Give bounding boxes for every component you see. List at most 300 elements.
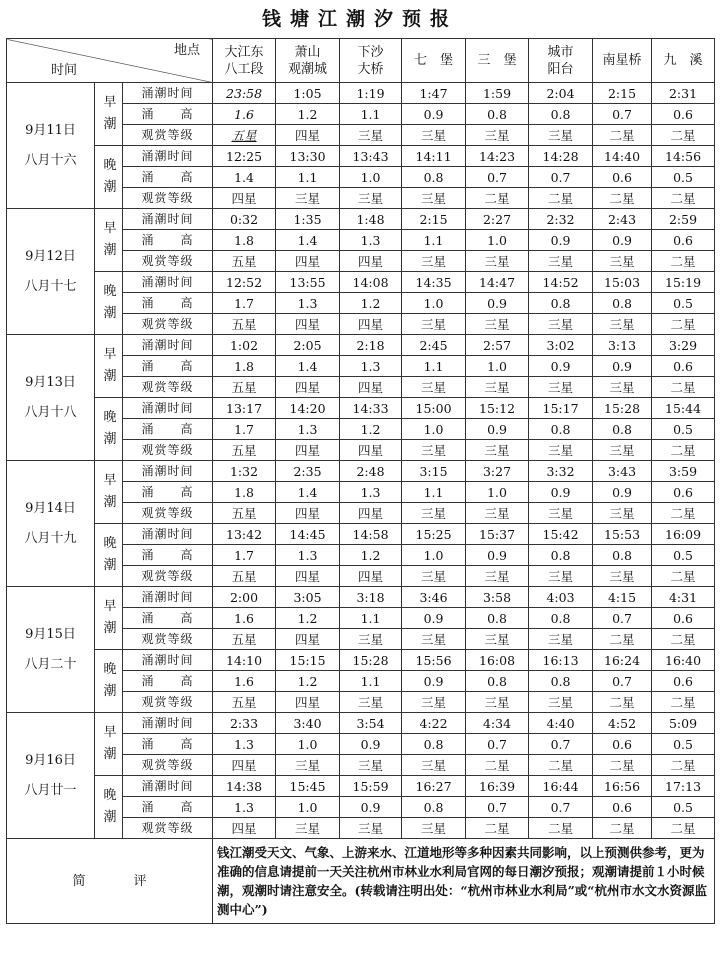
viewing-grade-cell: 二星 (593, 629, 652, 650)
tide-time-cell: 4:31 (652, 587, 715, 608)
tide-time-cell: 15:42 (529, 524, 593, 545)
viewing-grade-cell: 四星 (340, 314, 402, 335)
tide-time-cell: 3:05 (276, 587, 340, 608)
tide-height-cell: 1.1 (340, 671, 402, 692)
viewing-grade-cell: 二星 (652, 377, 715, 398)
tide-height-cell: 1.2 (340, 545, 402, 566)
tide-time-cell: 5:09 (652, 713, 715, 734)
tide-time-cell: 1:32 (213, 461, 276, 482)
tide-time-cell: 15:03 (593, 272, 652, 293)
tide-time-cell: 2:32 (529, 209, 593, 230)
tide-name: 晚潮 (103, 662, 117, 699)
viewing-grade-cell: 二星 (466, 188, 529, 209)
solar-date: 9月15日 (25, 626, 76, 642)
viewing-grade-cell: 三星 (402, 314, 466, 335)
viewing-grade-cell: 五星 (213, 314, 276, 335)
tide-height-cell: 0.8 (529, 419, 593, 440)
tide-height-cell: 0.6 (652, 104, 715, 125)
viewing-grade-cell: 三星 (466, 692, 529, 713)
tide-height-cell: 1.2 (276, 608, 340, 629)
tide-height-cell: 1.4 (276, 356, 340, 377)
tide-name: 晚潮 (103, 536, 117, 573)
viewing-grade-cell: 二星 (466, 818, 529, 839)
viewing-grade-cell: 三星 (340, 818, 402, 839)
viewing-grade-cell: 五星 (213, 377, 276, 398)
viewing-grade-cell: 五星 (213, 503, 276, 524)
tide-name: 早潮 (103, 473, 117, 510)
tide-height-cell: 1.0 (276, 734, 340, 755)
tide-height-cell: 1.7 (213, 419, 276, 440)
tide-time-cell: 15:56 (402, 650, 466, 671)
tide-time-cell: 2:33 (213, 713, 276, 734)
viewing-grade-cell: 四星 (276, 314, 340, 335)
table-row (7, 461, 715, 482)
viewing-grade-cell: 三星 (593, 566, 652, 587)
viewing-grade-cell: 四星 (276, 503, 340, 524)
table-row (7, 524, 715, 545)
viewing-grade-cell: 三星 (402, 251, 466, 272)
tide-time-cell: 15:37 (466, 524, 529, 545)
tide-height-cell: 0.8 (529, 545, 593, 566)
tide-height-cell: 1.0 (466, 356, 529, 377)
row-label: 涌 高 (123, 167, 213, 188)
tide-time-cell: 14:33 (340, 398, 402, 419)
table-row (7, 272, 715, 293)
row-label: 涌 高 (123, 293, 213, 314)
row-label: 涌潮时间 (123, 776, 213, 797)
viewing-grade-cell: 三星 (340, 755, 402, 776)
tide-time-cell: 15:44 (652, 398, 715, 419)
viewing-grade-cell: 二星 (529, 188, 593, 209)
location-header: 九 溪 (652, 39, 715, 83)
table-row (7, 146, 715, 167)
table-row (7, 713, 715, 734)
viewing-grade-cell: 四星 (276, 377, 340, 398)
tide-time-cell: 2:59 (652, 209, 715, 230)
tide-height-cell: 1.4 (276, 230, 340, 251)
tide-height-cell: 0.5 (652, 293, 715, 314)
tide-time-cell: 3:27 (466, 461, 529, 482)
location-header: 下沙 大桥 (340, 39, 402, 83)
tide-time-cell: 14:35 (402, 272, 466, 293)
tide-name-cell (95, 398, 123, 461)
tide-height-cell: 0.7 (593, 608, 652, 629)
viewing-grade-cell: 三星 (276, 188, 340, 209)
tide-time-cell: 2:18 (340, 335, 402, 356)
tide-height-cell: 1.4 (276, 482, 340, 503)
tide-time-cell: 12:52 (213, 272, 276, 293)
tide-height-cell: 0.6 (652, 482, 715, 503)
tide-height-cell: 1.4 (213, 167, 276, 188)
tide-name: 早潮 (103, 599, 117, 636)
header-row (7, 39, 715, 83)
tide-height-cell: 1.8 (213, 482, 276, 503)
tide-time-cell: 13:55 (276, 272, 340, 293)
viewing-grade-cell: 五星 (213, 440, 276, 461)
table-row (7, 83, 715, 104)
tide-time-cell: 16:56 (593, 776, 652, 797)
tide-time-cell: 15:25 (402, 524, 466, 545)
tide-height-cell: 0.7 (593, 104, 652, 125)
row-label: 涌 高 (123, 419, 213, 440)
tide-height-cell: 0.5 (652, 419, 715, 440)
tide-height-cell: 0.9 (340, 734, 402, 755)
lunar-date: 八月十九 (24, 530, 77, 546)
viewing-grade-cell: 三星 (466, 314, 529, 335)
tide-height-cell: 0.7 (466, 167, 529, 188)
tide-height-cell: 1.0 (402, 545, 466, 566)
corner-location-label: 地点 (174, 43, 201, 58)
viewing-grade-cell: 四星 (276, 251, 340, 272)
viewing-grade-cell: 四星 (340, 503, 402, 524)
tide-time-cell: 2:15 (593, 83, 652, 104)
row-label: 观赏等级 (123, 503, 213, 524)
viewing-grade-cell: 二星 (652, 755, 715, 776)
viewing-grade-cell: 三星 (402, 188, 466, 209)
tide-time-cell: 1:35 (276, 209, 340, 230)
tide-height-cell: 0.8 (529, 104, 593, 125)
tide-height-cell: 0.8 (593, 419, 652, 440)
viewing-grade-cell: 二星 (593, 818, 652, 839)
viewing-grade-cell: 二星 (652, 818, 715, 839)
tide-time-cell: 3:13 (593, 335, 652, 356)
tide-time-cell: 2:57 (466, 335, 529, 356)
tide-height-cell: 1.6 (213, 671, 276, 692)
viewing-grade-cell: 四星 (340, 251, 402, 272)
table-row (7, 650, 715, 671)
tide-time-cell: 15:17 (529, 398, 593, 419)
location-header: 城市 阳台 (529, 39, 593, 83)
tide-name: 早潮 (103, 725, 117, 762)
viewing-grade-cell: 三星 (593, 503, 652, 524)
row-label: 涌潮时间 (123, 398, 213, 419)
tide-height-cell: 0.7 (466, 797, 529, 818)
tide-time-cell: 1:02 (213, 335, 276, 356)
tide-name: 晚潮 (103, 284, 117, 321)
corner-time-label: 时间 (51, 63, 78, 78)
tide-time-cell: 13:42 (213, 524, 276, 545)
tide-time-cell: 14:52 (529, 272, 593, 293)
tide-height-cell: 0.8 (402, 167, 466, 188)
tide-time-cell: 3:32 (529, 461, 593, 482)
viewing-grade-cell: 三星 (340, 692, 402, 713)
tide-time-cell: 4:52 (593, 713, 652, 734)
date-cell (7, 461, 95, 587)
tide-name-cell (95, 650, 123, 713)
tide-time-cell: 1:48 (340, 209, 402, 230)
tide-name: 早潮 (103, 347, 117, 384)
tide-height-cell: 1.3 (276, 293, 340, 314)
tide-height-cell: 0.9 (529, 482, 593, 503)
tide-time-cell: 16:44 (529, 776, 593, 797)
tide-name-cell (95, 776, 123, 839)
header-corner (7, 39, 213, 83)
viewing-grade-cell: 三星 (529, 314, 593, 335)
tide-time-cell: 15:15 (276, 650, 340, 671)
tide-height-cell: 1.1 (402, 482, 466, 503)
page-title: 钱塘江潮汐预报 (261, 8, 458, 30)
location-header: 三 堡 (466, 39, 529, 83)
tide-height-cell: 0.8 (529, 293, 593, 314)
tide-height-cell: 1.3 (213, 734, 276, 755)
tide-name-cell (95, 713, 123, 776)
tide-height-cell: 1.7 (213, 293, 276, 314)
tide-time-cell: 4:34 (466, 713, 529, 734)
tide-name: 晚潮 (103, 410, 117, 447)
viewing-grade-cell: 二星 (652, 629, 715, 650)
table-row (7, 776, 715, 797)
solar-date: 9月13日 (25, 374, 76, 390)
date-cell (7, 83, 95, 209)
row-label: 涌潮时间 (123, 713, 213, 734)
tide-name-cell (95, 587, 123, 650)
tide-height-cell: 1.3 (340, 356, 402, 377)
viewing-grade-cell: 三星 (402, 629, 466, 650)
tide-time-cell: 2:05 (276, 335, 340, 356)
viewing-grade-cell: 四星 (276, 692, 340, 713)
tide-time-cell: 4:15 (593, 587, 652, 608)
tide-time-cell: 1:47 (402, 83, 466, 104)
tide-height-cell: 0.7 (529, 167, 593, 188)
tide-height-cell: 0.9 (402, 671, 466, 692)
table-row (7, 335, 715, 356)
row-label: 涌潮时间 (123, 650, 213, 671)
viewing-grade-cell: 三星 (402, 440, 466, 461)
viewing-grade-cell: 三星 (340, 125, 402, 146)
viewing-grade-cell: 三星 (402, 566, 466, 587)
tide-time-cell: 14:58 (340, 524, 402, 545)
row-label: 涌 高 (123, 482, 213, 503)
viewing-grade-cell: 三星 (402, 818, 466, 839)
viewing-grade-cell: 三星 (593, 440, 652, 461)
tide-time-cell: 13:17 (213, 398, 276, 419)
viewing-grade-cell: 二星 (652, 440, 715, 461)
row-label: 涌 高 (123, 608, 213, 629)
tide-height-cell: 1.1 (340, 608, 402, 629)
viewing-grade-cell: 三星 (529, 566, 593, 587)
tide-time-cell: 15:12 (466, 398, 529, 419)
tide-height-cell: 0.6 (652, 356, 715, 377)
viewing-grade-cell: 四星 (340, 566, 402, 587)
tide-height-cell: 0.5 (652, 167, 715, 188)
tide-height-cell: 0.8 (402, 734, 466, 755)
viewing-grade-cell: 三星 (466, 629, 529, 650)
tide-height-cell: 1.1 (402, 230, 466, 251)
tide-height-cell: 0.9 (466, 293, 529, 314)
location-header: 南星桥 (593, 39, 652, 83)
tide-height-cell: 0.8 (466, 671, 529, 692)
date-cell (7, 587, 95, 713)
tide-height-cell: 0.7 (529, 797, 593, 818)
viewing-grade-cell: 二星 (466, 755, 529, 776)
viewing-grade-cell: 五星 (213, 566, 276, 587)
tide-time-cell: 1:19 (340, 83, 402, 104)
tide-height-cell: 0.8 (593, 293, 652, 314)
viewing-grade-cell: 二星 (652, 188, 715, 209)
tide-height-cell: 0.8 (466, 104, 529, 125)
tide-height-cell: 1.1 (402, 356, 466, 377)
solar-date: 9月11日 (25, 122, 76, 138)
tide-height-cell: 0.7 (466, 734, 529, 755)
tide-height-cell: 1.0 (340, 167, 402, 188)
tide-name-cell (95, 461, 123, 524)
tide-height-cell: 0.9 (529, 230, 593, 251)
tide-time-cell: 2:35 (276, 461, 340, 482)
tide-name-cell (95, 335, 123, 398)
row-label: 涌潮时间 (123, 461, 213, 482)
table-row (7, 209, 715, 230)
tide-height-cell: 1.2 (276, 104, 340, 125)
tide-name: 晚潮 (103, 788, 117, 825)
viewing-grade-cell: 二星 (593, 755, 652, 776)
date-cell (7, 335, 95, 461)
tide-height-cell: 0.7 (529, 734, 593, 755)
row-label: 涌潮时间 (123, 146, 213, 167)
row-label: 涌 高 (123, 734, 213, 755)
tide-time-cell: 13:43 (340, 146, 402, 167)
tide-height-cell: 0.9 (593, 230, 652, 251)
tide-name: 晚潮 (103, 158, 117, 195)
tide-time-cell: 14:10 (213, 650, 276, 671)
tide-height-cell: 1.0 (276, 797, 340, 818)
row-label: 涌潮时间 (123, 335, 213, 356)
tide-height-cell: 0.6 (652, 671, 715, 692)
row-label: 涌 高 (123, 356, 213, 377)
tide-time-cell: 15:28 (340, 650, 402, 671)
tide-time-cell: 14:40 (593, 146, 652, 167)
tide-height-cell: 1.8 (213, 230, 276, 251)
viewing-grade-cell: 三星 (340, 188, 402, 209)
tide-height-cell: 1.0 (466, 230, 529, 251)
tide-time-cell: 1:59 (466, 83, 529, 104)
tide-height-cell: 0.8 (466, 608, 529, 629)
tide-name-cell (95, 209, 123, 272)
viewing-grade-cell: 三星 (466, 251, 529, 272)
lunar-date: 八月十七 (24, 278, 77, 294)
viewing-grade-cell: 三星 (529, 629, 593, 650)
row-label: 涌潮时间 (123, 209, 213, 230)
row-label: 观赏等级 (123, 314, 213, 335)
tide-time-cell: 14:45 (276, 524, 340, 545)
tide-height-cell: 0.9 (593, 356, 652, 377)
row-label: 观赏等级 (123, 692, 213, 713)
viewing-grade-cell: 二星 (652, 251, 715, 272)
tide-height-cell: 1.2 (340, 293, 402, 314)
viewing-grade-cell: 二星 (593, 125, 652, 146)
viewing-grade-cell: 三星 (402, 125, 466, 146)
tide-time-cell: 15:59 (340, 776, 402, 797)
tide-name: 早潮 (103, 221, 117, 258)
tide-time-cell: 17:13 (652, 776, 715, 797)
tide-height-cell: 1.2 (276, 671, 340, 692)
viewing-grade-cell: 四星 (276, 125, 340, 146)
viewing-grade-cell: 三星 (466, 440, 529, 461)
location-header: 大江东 八工段 (213, 39, 276, 83)
solar-date: 9月14日 (25, 500, 76, 516)
viewing-grade-cell: 二星 (652, 125, 715, 146)
viewing-grade-cell: 三星 (340, 629, 402, 650)
row-label: 涌潮时间 (123, 587, 213, 608)
row-label: 观赏等级 (123, 629, 213, 650)
viewing-grade-cell: 五星 (213, 251, 276, 272)
tide-time-cell: 16:27 (402, 776, 466, 797)
viewing-grade-cell: 三星 (529, 440, 593, 461)
tide-height-cell: 1.6 (213, 608, 276, 629)
viewing-grade-cell: 四星 (340, 377, 402, 398)
date-cell (7, 713, 95, 839)
tide-time-cell: 13:30 (276, 146, 340, 167)
viewing-grade-cell: 二星 (529, 755, 593, 776)
tide-height-cell: 0.9 (593, 482, 652, 503)
tide-name-cell (95, 272, 123, 335)
row-label: 涌 高 (123, 671, 213, 692)
tide-time-cell: 2:31 (652, 83, 715, 104)
tide-name-cell (95, 83, 123, 146)
viewing-grade-cell: 四星 (276, 566, 340, 587)
tide-height-cell: 1.3 (276, 419, 340, 440)
tide-time-cell: 14:28 (529, 146, 593, 167)
tide-time-cell: 14:56 (652, 146, 715, 167)
tide-height-cell: 1.0 (402, 419, 466, 440)
tide-time-cell: 14:38 (213, 776, 276, 797)
row-label: 观赏等级 (123, 188, 213, 209)
tide-height-cell: 1.3 (276, 545, 340, 566)
tide-time-cell: 3:18 (340, 587, 402, 608)
tide-height-cell: 0.9 (466, 419, 529, 440)
tide-time-cell: 14:23 (466, 146, 529, 167)
date-cell (7, 209, 95, 335)
viewing-grade-cell: 三星 (276, 818, 340, 839)
tide-height-cell: 1.3 (213, 797, 276, 818)
row-label: 观赏等级 (123, 566, 213, 587)
viewing-grade-cell: 三星 (466, 566, 529, 587)
viewing-grade-cell: 三星 (466, 377, 529, 398)
viewing-grade-cell: 四星 (276, 629, 340, 650)
table-row (7, 587, 715, 608)
row-label: 观赏等级 (123, 377, 213, 398)
tide-time-cell: 4:40 (529, 713, 593, 734)
tide-time-cell: 3:29 (652, 335, 715, 356)
row-label: 涌潮时间 (123, 524, 213, 545)
viewing-grade-cell: 五星 (213, 692, 276, 713)
tide-time-cell: 23:58 (213, 83, 276, 104)
viewing-grade-cell: 三星 (402, 503, 466, 524)
viewing-grade-cell: 三星 (402, 755, 466, 776)
row-label: 观赏等级 (123, 125, 213, 146)
solar-date: 9月12日 (25, 248, 76, 264)
viewing-grade-cell: 三星 (529, 503, 593, 524)
tide-time-cell: 0:32 (213, 209, 276, 230)
tide-time-cell: 16:39 (466, 776, 529, 797)
tide-time-cell: 3:43 (593, 461, 652, 482)
viewing-grade-cell: 二星 (652, 692, 715, 713)
lunar-date: 八月十六 (24, 152, 77, 168)
table-row (7, 398, 715, 419)
tide-time-cell: 3:58 (466, 587, 529, 608)
tide-name: 早潮 (103, 95, 117, 132)
tide-height-cell: 0.9 (402, 608, 466, 629)
row-label: 观赏等级 (123, 440, 213, 461)
viewing-grade-cell: 二星 (529, 818, 593, 839)
tide-time-cell: 14:11 (402, 146, 466, 167)
row-label: 涌 高 (123, 230, 213, 251)
tide-time-cell: 2:04 (529, 83, 593, 104)
lunar-date: 八月十八 (24, 404, 77, 420)
viewing-grade-cell: 三星 (466, 503, 529, 524)
comment-row (7, 839, 715, 924)
tide-height-cell: 1.1 (340, 104, 402, 125)
row-label: 观赏等级 (123, 818, 213, 839)
